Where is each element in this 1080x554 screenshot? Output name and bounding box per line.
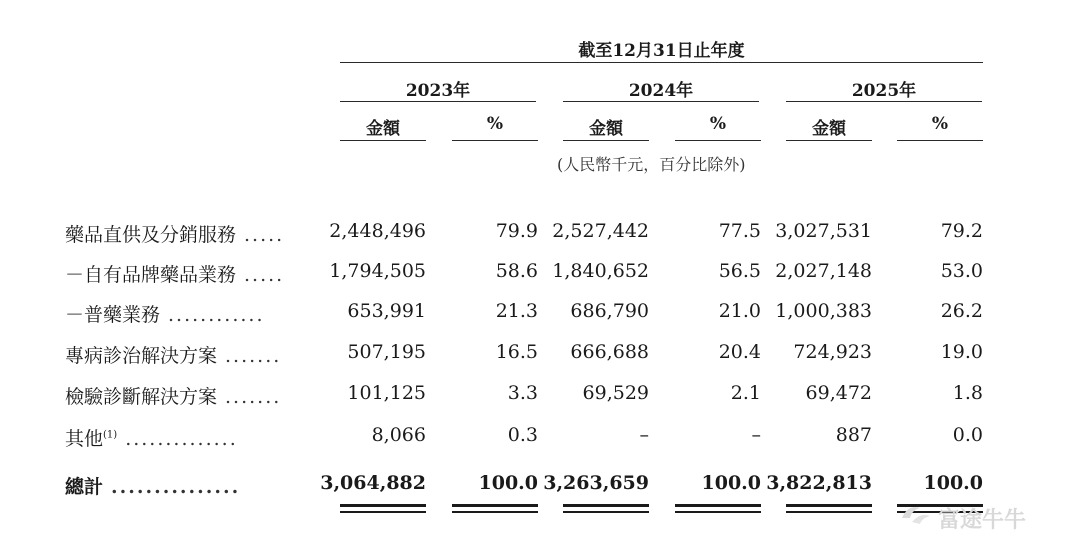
row-label-text: 總計 (65, 476, 104, 498)
amount-cell: 2,527,442 (552, 220, 649, 242)
pct-header-2023: % (486, 114, 504, 134)
row-label (65, 220, 284, 247)
percent-cell: 77.5 (718, 220, 761, 242)
total-underline (563, 504, 649, 510)
amount-header-2024: 金額 (589, 119, 623, 139)
row-label (65, 341, 281, 368)
percent-cell: 79.9 (495, 220, 538, 242)
percent-cell: 100.0 (478, 472, 538, 494)
amount-cell: 887 (835, 424, 872, 446)
amount-cell: 101,125 (347, 382, 426, 404)
leader-dots: ............... (111, 476, 241, 498)
amount-header-2023: 金額 (366, 119, 400, 139)
row-label (65, 260, 284, 287)
amount-cell: 69,529 (582, 382, 649, 404)
row-label (65, 472, 240, 499)
amount-header-2025: 金額 (812, 119, 846, 139)
leader-dots: ....... (225, 345, 282, 367)
amount-cell: 3,263,659 (543, 472, 649, 494)
percent-cell: 56.5 (718, 260, 761, 282)
amount-cell: 8,066 (371, 424, 426, 446)
leader-dots: ..... (244, 224, 285, 246)
year-2023-header: 2023年 (405, 81, 471, 101)
percent-cell: 2.1 (730, 382, 761, 404)
percent-cell: 20.4 (718, 341, 761, 363)
year-2025-rule (786, 101, 982, 102)
row-label-text: －自有品牌藥品業務 (65, 264, 237, 286)
watermark-text: 富途牛牛 (938, 508, 1027, 533)
percent-cell: 79.2 (940, 220, 983, 242)
footnote-marker: (1) (103, 429, 118, 441)
row-label-text: 藥品直供及分銷服務 (65, 224, 237, 246)
total-underline (786, 511, 872, 515)
total-underline (452, 504, 538, 510)
row-label-text: 專病診治解決方案 (65, 345, 218, 367)
percent-cell: 0.0 (952, 424, 983, 446)
amount-cell: 2,027,148 (775, 260, 872, 282)
amount-cell: 3,064,882 (320, 472, 426, 494)
futu-logo-icon (898, 500, 934, 528)
row-label (65, 382, 281, 409)
total-underline (786, 504, 872, 510)
amount-cell: 507,195 (347, 341, 426, 363)
sub-rule (675, 140, 761, 141)
row-label (65, 300, 265, 327)
year-2025-header: 2025年 (851, 81, 917, 101)
amount-cell: 3,822,813 (766, 472, 872, 494)
percent-cell: 1.8 (952, 382, 983, 404)
header-rule (340, 62, 983, 63)
row-label-text: 其他 (65, 428, 104, 450)
percent-cell: 26.2 (940, 300, 983, 322)
percent-cell: 53.0 (940, 260, 983, 282)
sub-rule (786, 140, 872, 141)
period-header: 截至12月31日止年度 (578, 41, 745, 61)
percent-cell: 16.5 (495, 341, 538, 363)
amount-cell: 1,000,383 (775, 300, 872, 322)
percent-cell: 0.3 (507, 424, 538, 446)
percent-cell: 100.0 (701, 472, 761, 494)
amount-cell: 3,027,531 (775, 220, 872, 242)
percent-cell: 21.3 (495, 300, 538, 322)
percent-cell: 21.0 (718, 300, 761, 322)
leader-dots: .............. (125, 428, 238, 450)
percent-cell: 19.0 (940, 341, 983, 363)
total-underline (340, 504, 426, 510)
amount-cell: 653,991 (347, 300, 426, 322)
pct-header-2024: % (709, 114, 727, 134)
sub-rule (897, 140, 983, 141)
percent-cell: – (751, 424, 761, 446)
amount-cell: 666,688 (570, 341, 649, 363)
amount-cell: 686,790 (570, 300, 649, 322)
year-2024-header: 2024年 (628, 81, 694, 101)
percent-cell: 58.6 (495, 260, 538, 282)
leader-dots: ............ (168, 304, 265, 326)
leader-dots: ....... (225, 386, 282, 408)
total-underline (452, 511, 538, 515)
row-label-text: 檢驗診斷解決方案 (65, 386, 218, 408)
amount-cell: 1,794,505 (329, 260, 426, 282)
pct-header-2025: % (931, 114, 949, 134)
amount-cell: 69,472 (805, 382, 872, 404)
unit-note: (人民幣千元，百分比除外) (557, 155, 746, 174)
leader-dots: ..... (244, 264, 285, 286)
row-label-text: －普藥業務 (65, 304, 161, 326)
sub-rule (452, 140, 538, 141)
total-underline (340, 511, 426, 515)
year-2024-rule (563, 101, 759, 102)
amount-cell: 2,448,496 (329, 220, 426, 242)
total-underline (563, 511, 649, 515)
year-2023-rule (340, 101, 536, 102)
total-underline (675, 504, 761, 510)
percent-cell: 3.3 (507, 382, 538, 404)
amount-cell: 1,840,652 (552, 260, 649, 282)
amount-cell: – (639, 424, 649, 446)
amount-cell: 724,923 (793, 341, 872, 363)
sub-rule (340, 140, 426, 141)
percent-cell: 100.0 (923, 472, 983, 494)
sub-rule (563, 140, 649, 141)
total-underline (675, 511, 761, 515)
row-label (65, 424, 238, 451)
